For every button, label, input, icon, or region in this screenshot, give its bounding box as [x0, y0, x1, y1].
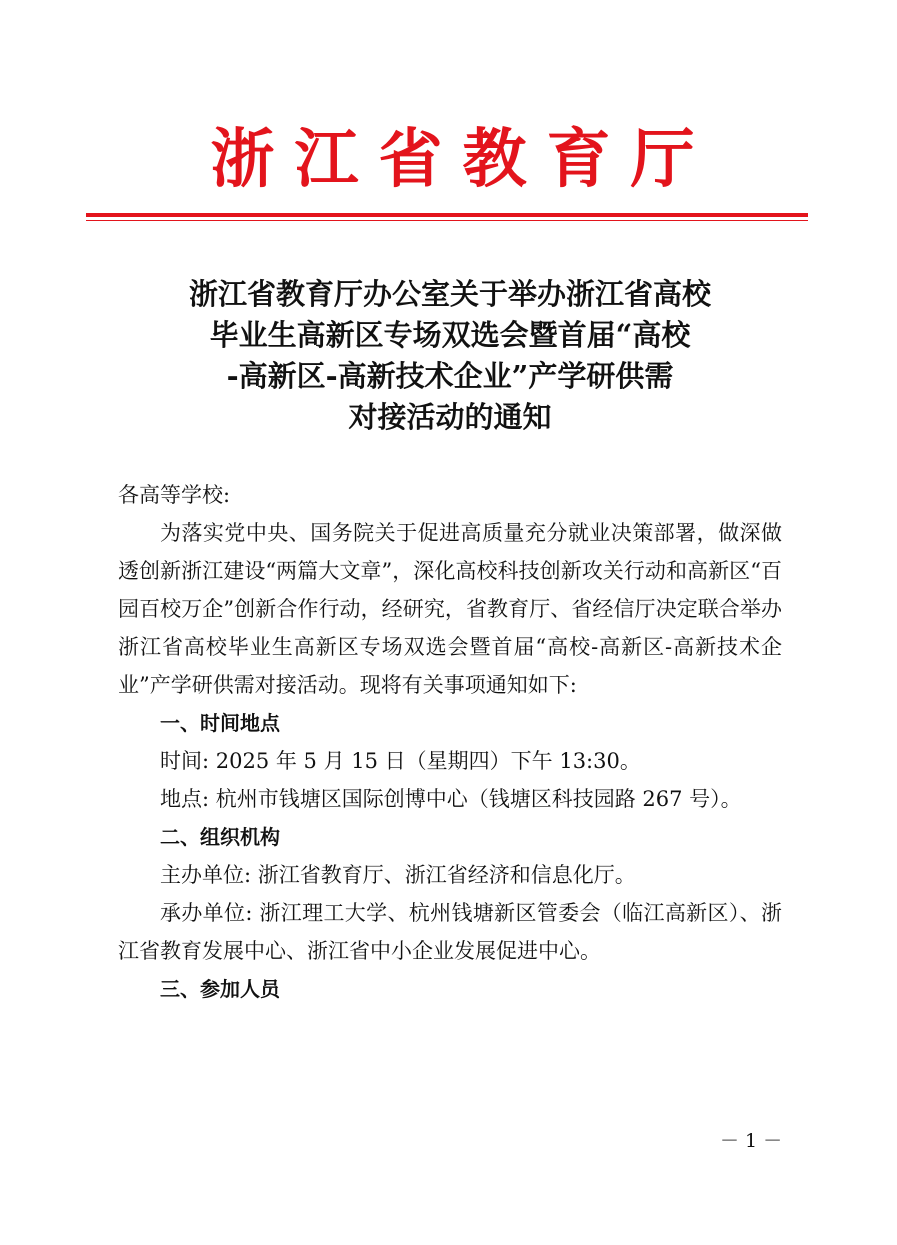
co-organizers: 承办单位: 浙江理工大学、杭州钱塘新区管委会（临江高新区）、浙江省教育发展中心、浙江省中小企业发展促进中心。 [118, 901, 782, 963]
section-heading-organizers: 二、组织机构 [160, 825, 280, 849]
title-line: 毕业生高新区专场双选会暨首届“高校 [209, 318, 691, 352]
host-organizations: 主办单位: 浙江省教育厅、浙江省经济和信息化厅。 [160, 863, 636, 887]
section-heading-participants: 三、参加人员 [160, 977, 280, 1001]
document-body [118, 476, 782, 1008]
masthead-red-rule-thin [86, 220, 808, 221]
event-location: 地点: 杭州市钱塘区国际创博中心（钱塘区科技园路 267 号）。 [160, 787, 742, 811]
title-line: 浙江省教育厅办公室关于举办浙江省高校 [188, 277, 711, 311]
title-line: 对接活动的通知 [348, 400, 552, 434]
masthead-red-rule [86, 213, 808, 217]
section-heading-time-place: 一、时间地点 [160, 711, 280, 735]
document-title [100, 274, 800, 438]
intro-paragraph: 为落实党中央、国务院关于促进高质量充分就业决策部署，做深做透创新浙江建设“两篇大文章”，深化高校科技创新攻关行动和高新区“百园百校万企”创新合作行动，经研究，省教育厅、省经信厅决定联合举办浙江省高校毕业生高新区专场双选会暨首届“高校-高新区-高新技术企业”产学研供需对接活动。现将有关事项通知如下: [118, 521, 782, 697]
page-number: － 1 － [720, 1130, 783, 1152]
event-time: 时间: 2025 年 5 月 15 日（星期四）下午 13:30。 [160, 749, 641, 773]
masthead-title: 浙江省教育厅 [210, 123, 715, 197]
title-line: -高新区-高新技术企业”产学研供需 [226, 359, 674, 393]
salutation: 各高等学校: [118, 483, 231, 507]
